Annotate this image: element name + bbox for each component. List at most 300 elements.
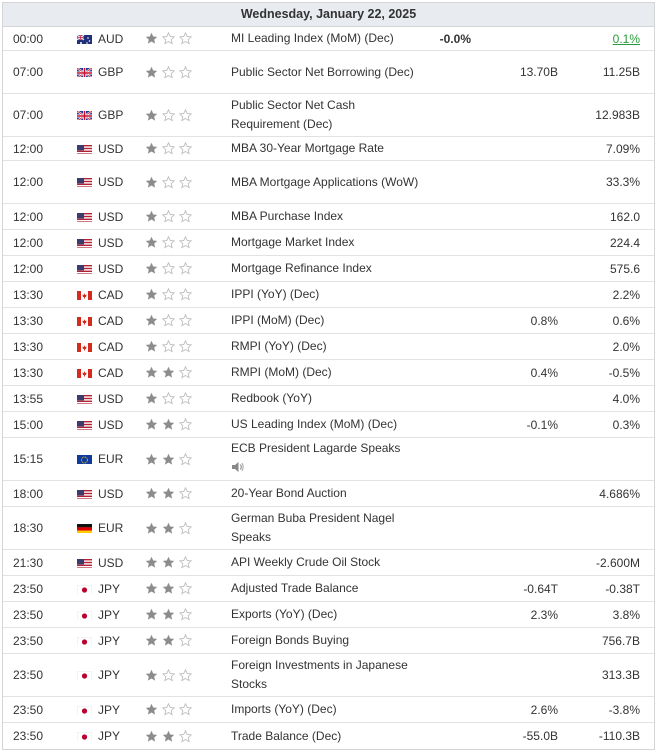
- importance-rating: [139, 109, 231, 122]
- previous-value-text: 11.25B: [602, 65, 640, 79]
- japan-flag-icon: [77, 584, 92, 594]
- event-row[interactable]: [3, 550, 654, 576]
- star-filled-icon: [145, 669, 158, 682]
- event-row[interactable]: [3, 308, 654, 334]
- star-empty-icon: [179, 669, 192, 682]
- importance-rating: [139, 582, 231, 595]
- star-empty-icon: [162, 392, 175, 405]
- canada-flag-icon: [77, 368, 92, 378]
- event-row[interactable]: [3, 334, 654, 360]
- previous-value-text: 313.3B: [601, 668, 640, 682]
- star-filled-icon: [162, 453, 175, 466]
- previous-value: [558, 392, 640, 406]
- previous-value-text: 224.4: [609, 235, 640, 250]
- event-cell[interactable]: [231, 63, 423, 82]
- event-name[interactable]: Foreign Investments in Japanese Stocks: [231, 658, 408, 691]
- previous-value: [558, 210, 640, 224]
- forecast-value: -55.0B: [522, 729, 558, 743]
- previous-value-text: 575.6: [609, 261, 640, 276]
- event-time: 12:00: [13, 235, 44, 250]
- event-row[interactable]: [3, 507, 654, 550]
- previous-value: [558, 668, 640, 682]
- star-empty-icon: [162, 109, 175, 122]
- star-empty-icon: [179, 109, 192, 122]
- event-row[interactable]: [3, 628, 654, 654]
- currency-cell: [77, 236, 139, 250]
- currency-cell: [77, 521, 139, 535]
- event-time: 23:50: [13, 729, 44, 743]
- japan-flag-icon: [77, 705, 92, 715]
- star-empty-icon: [179, 288, 192, 301]
- currency-cell: [77, 366, 139, 380]
- uk-flag-icon: [77, 110, 92, 120]
- currency-cell: [77, 288, 139, 302]
- star-filled-icon: [145, 340, 158, 353]
- currency-code: EUR: [98, 521, 124, 535]
- previous-value: [558, 703, 640, 717]
- event-cell[interactable]: [231, 139, 423, 158]
- event-name[interactable]: MBA Purchase Index: [231, 209, 344, 223]
- event-cell[interactable]: [231, 207, 423, 226]
- currency-code: JPY: [98, 729, 121, 743]
- star-empty-icon: [179, 730, 192, 743]
- currency-code: USD: [98, 417, 124, 432]
- event-time: 13:30: [13, 365, 44, 380]
- currency-code: USD: [98, 235, 124, 250]
- event-time: 23:50: [13, 633, 44, 648]
- event-row[interactable]: [3, 27, 654, 51]
- currency-cell: [77, 634, 139, 648]
- event-list: [3, 27, 654, 749]
- event-time: 23:50: [13, 581, 44, 596]
- star-filled-icon: [162, 730, 175, 743]
- event-row[interactable]: [3, 230, 654, 256]
- importance-rating: [139, 730, 231, 743]
- currency-cell: [77, 668, 139, 682]
- event-name[interactable]: MBA 30-Year Mortgage Rate: [231, 141, 384, 155]
- event-row[interactable]: [3, 161, 654, 204]
- event-name[interactable]: Mortgage Refinance Index: [231, 261, 372, 275]
- currency-cell: [77, 703, 139, 717]
- currency-code: GBP: [98, 65, 124, 79]
- forecast-value: 0.8%: [530, 313, 558, 328]
- event-time: 13:30: [13, 287, 44, 302]
- event-row[interactable]: [3, 386, 654, 412]
- currency-code: USD: [98, 261, 124, 276]
- star-filled-icon: [145, 634, 158, 647]
- forecast-value: 2.3%: [530, 607, 558, 622]
- event-cell[interactable]: [231, 259, 423, 278]
- currency-code: CAD: [98, 313, 124, 328]
- currency-code: JPY: [98, 581, 121, 596]
- previous-value-text: 3.8%: [612, 607, 640, 622]
- event-cell[interactable]: [231, 96, 423, 134]
- event-row[interactable]: [3, 256, 654, 282]
- star-empty-icon: [162, 262, 175, 275]
- event-name[interactable]: MI Leading Index (MoM) (Dec): [231, 31, 394, 45]
- previous-value-text: -3.8%: [608, 702, 640, 717]
- canada-flag-icon: [77, 290, 92, 300]
- star-empty-icon: [162, 340, 175, 353]
- currency-code: JPY: [98, 668, 121, 682]
- event-cell[interactable]: [231, 311, 423, 330]
- event-cell[interactable]: [231, 727, 423, 746]
- star-filled-icon: [145, 418, 158, 431]
- star-filled-icon: [145, 522, 158, 535]
- importance-rating: [139, 703, 231, 716]
- event-row[interactable]: [3, 51, 654, 94]
- star-empty-icon: [179, 487, 192, 500]
- star-filled-icon: [162, 582, 175, 595]
- event-cell[interactable]: [231, 656, 423, 694]
- event-cell[interactable]: [231, 285, 423, 304]
- importance-rating: [139, 142, 231, 155]
- japan-flag-icon: [77, 731, 92, 741]
- previous-value-text: 0.1%: [612, 31, 640, 46]
- currency-code: CAD: [98, 339, 124, 354]
- eu-flag-icon: [77, 454, 92, 464]
- star-filled-icon: [162, 418, 175, 431]
- japan-flag-icon: [77, 670, 92, 680]
- currency-cell: [77, 340, 139, 354]
- previous-value-text: 4.686%: [599, 486, 640, 501]
- star-empty-icon: [162, 32, 175, 45]
- star-filled-icon: [145, 236, 158, 249]
- currency-cell: [77, 418, 139, 432]
- event-row[interactable]: [3, 697, 654, 723]
- event-cell[interactable]: [231, 700, 423, 719]
- event-name[interactable]: German Buba President Nagel Speaks: [231, 511, 395, 544]
- event-name[interactable]: US Leading Index (MoM) (Dec): [231, 417, 398, 431]
- event-time: 07:00: [13, 65, 44, 79]
- canada-flag-icon: [77, 342, 92, 352]
- event-name[interactable]: Exports (YoY) (Dec): [231, 607, 338, 621]
- previous-value: [558, 366, 640, 380]
- previous-value: [558, 340, 640, 354]
- event-time: 13:55: [13, 391, 44, 406]
- currency-cell: [77, 210, 139, 224]
- actual-value: -0.0%: [439, 31, 471, 46]
- currency-code: JPY: [98, 607, 121, 622]
- previous-value-text: -0.5%: [608, 365, 640, 380]
- star-empty-icon: [179, 608, 192, 621]
- star-filled-icon: [145, 453, 158, 466]
- currency-cell: [77, 608, 139, 622]
- previous-value: [558, 175, 640, 189]
- star-empty-icon: [162, 703, 175, 716]
- importance-rating: [139, 210, 231, 223]
- star-filled-icon: [145, 703, 158, 716]
- star-filled-icon: [145, 392, 158, 405]
- currency-cell: [77, 65, 139, 79]
- event-row[interactable]: [3, 412, 654, 438]
- currency-cell: [77, 487, 139, 501]
- event-row[interactable]: [3, 360, 654, 386]
- star-empty-icon: [162, 176, 175, 189]
- previous-value-text: 162.0: [609, 209, 640, 224]
- currency-cell: [77, 392, 139, 406]
- importance-rating: [139, 608, 231, 621]
- previous-value: [558, 418, 640, 432]
- us-flag-icon: [77, 144, 92, 154]
- previous-value: [558, 288, 640, 302]
- star-filled-icon: [145, 109, 158, 122]
- importance-rating: [139, 669, 231, 682]
- currency-cell: [77, 582, 139, 596]
- event-name[interactable]: IPPI (YoY) (Dec): [231, 287, 320, 301]
- event-cell[interactable]: [231, 605, 423, 624]
- event-row[interactable]: [3, 481, 654, 507]
- event-row[interactable]: [3, 576, 654, 602]
- star-empty-icon: [162, 236, 175, 249]
- star-empty-icon: [179, 453, 192, 466]
- star-empty-icon: [162, 142, 175, 155]
- star-filled-icon: [145, 176, 158, 189]
- star-empty-icon: [179, 210, 192, 223]
- canada-flag-icon: [77, 316, 92, 326]
- star-empty-icon: [179, 556, 192, 569]
- event-row[interactable]: [3, 602, 654, 628]
- event-name[interactable]: Imports (YoY) (Dec): [231, 702, 337, 716]
- event-cell[interactable]: [231, 233, 423, 252]
- event-name[interactable]: RMPI (MoM) (Dec): [231, 365, 332, 379]
- event-time: 23:50: [13, 607, 44, 622]
- event-time: 13:30: [13, 313, 44, 328]
- star-filled-icon: [145, 487, 158, 500]
- us-flag-icon: [77, 394, 92, 404]
- previous-value: [558, 108, 640, 122]
- event-cell[interactable]: [231, 439, 423, 479]
- importance-rating: [139, 487, 231, 500]
- star-empty-icon: [179, 66, 192, 79]
- previous-value: [558, 608, 640, 622]
- previous-value-text: 756.7B: [601, 633, 640, 648]
- uk-flag-icon: [77, 67, 92, 77]
- star-empty-icon: [179, 634, 192, 647]
- currency-cell: [77, 556, 139, 570]
- previous-value-text: -0.38T: [605, 581, 640, 596]
- importance-rating: [139, 288, 231, 301]
- currency-code: GBP: [98, 108, 124, 122]
- currency-cell: [77, 262, 139, 276]
- star-filled-icon: [145, 66, 158, 79]
- currency-code: USD: [98, 175, 124, 189]
- previous-value: [558, 556, 640, 570]
- japan-flag-icon: [77, 610, 92, 620]
- previous-value: [558, 65, 640, 79]
- event-row[interactable]: [3, 654, 654, 697]
- event-time: 12:00: [13, 209, 44, 224]
- event-name[interactable]: MBA Mortgage Applications (WoW): [231, 174, 419, 189]
- event-time: 23:50: [13, 668, 44, 682]
- importance-rating: [139, 66, 231, 79]
- event-name[interactable]: Public Sector Net Cash Requirement (Dec): [231, 98, 356, 131]
- event-name[interactable]: RMPI (YoY) (Dec): [231, 339, 327, 353]
- star-empty-icon: [179, 262, 192, 275]
- previous-value-text: 0.3%: [612, 417, 640, 432]
- event-cell[interactable]: [231, 29, 423, 48]
- previous-value-text: 2.0%: [612, 339, 640, 354]
- event-cell[interactable]: [231, 631, 423, 650]
- event-time: 15:15: [13, 452, 44, 466]
- importance-rating: [139, 522, 231, 535]
- speaker-icon[interactable]: [231, 460, 423, 479]
- star-empty-icon: [179, 582, 192, 595]
- star-empty-icon: [162, 210, 175, 223]
- economic-calendar: [2, 2, 655, 750]
- currency-code: JPY: [98, 633, 121, 648]
- event-row[interactable]: [3, 204, 654, 230]
- currency-code: USD: [98, 141, 124, 156]
- event-name[interactable]: IPPI (MoM) (Dec): [231, 313, 325, 327]
- event-cell[interactable]: [231, 509, 423, 547]
- previous-value-text: 33.3%: [605, 175, 640, 189]
- previous-value-text: -110.3B: [598, 729, 640, 743]
- importance-rating: [139, 453, 231, 466]
- importance-rating: [139, 634, 231, 647]
- previous-value-text: 7.09%: [605, 141, 640, 156]
- currency-code: EUR: [98, 452, 124, 466]
- us-flag-icon: [77, 264, 92, 274]
- importance-rating: [139, 392, 231, 405]
- star-empty-icon: [179, 176, 192, 189]
- star-filled-icon: [162, 556, 175, 569]
- forecast-value: -0.1%: [526, 417, 558, 432]
- star-empty-icon: [162, 66, 175, 79]
- star-filled-icon: [145, 142, 158, 155]
- currency-cell: [77, 729, 139, 743]
- star-empty-icon: [179, 522, 192, 535]
- star-filled-icon: [145, 32, 158, 45]
- event-cell[interactable]: [231, 579, 423, 598]
- previous-value: [558, 314, 640, 328]
- currency-code: USD: [98, 486, 124, 501]
- event-name[interactable]: ECB President Lagarde Speaks: [231, 441, 401, 455]
- importance-rating: [139, 32, 231, 45]
- australia-flag-icon: [77, 34, 92, 44]
- us-flag-icon: [77, 558, 92, 568]
- importance-rating: [139, 366, 231, 379]
- forecast-value: -0.64T: [523, 581, 558, 596]
- us-flag-icon: [77, 489, 92, 499]
- currency-cell: [77, 142, 139, 156]
- event-row[interactable]: [3, 438, 654, 481]
- previous-value-text: 4.0%: [612, 391, 640, 406]
- star-empty-icon: [162, 669, 175, 682]
- event-row[interactable]: [3, 282, 654, 308]
- event-cell[interactable]: [231, 363, 423, 382]
- previous-value: [558, 487, 640, 501]
- forecast-value: 0.4%: [530, 365, 558, 380]
- star-empty-icon: [179, 418, 192, 431]
- currency-code: CAD: [98, 287, 124, 302]
- previous-value: [558, 236, 640, 250]
- previous-value: [558, 729, 640, 743]
- star-empty-icon: [179, 392, 192, 405]
- event-cell[interactable]: [231, 337, 423, 356]
- star-empty-icon: [179, 142, 192, 155]
- event-name[interactable]: Public Sector Net Borrowing (Dec): [231, 64, 414, 79]
- previous-value-text: -2.600M: [595, 555, 640, 570]
- importance-rating: [139, 176, 231, 189]
- event-time: 00:00: [13, 31, 44, 46]
- importance-rating: [139, 236, 231, 249]
- event-row[interactable]: [3, 723, 654, 749]
- event-time: 21:30: [13, 555, 44, 570]
- event-cell[interactable]: [231, 415, 423, 434]
- currency-code: CAD: [98, 365, 124, 380]
- event-row[interactable]: [3, 137, 654, 161]
- event-name[interactable]: Mortgage Market Index: [231, 235, 355, 249]
- event-time: 18:30: [13, 521, 44, 535]
- star-filled-icon: [145, 210, 158, 223]
- event-time: 23:50: [13, 702, 44, 717]
- previous-value: [558, 634, 640, 648]
- importance-rating: [139, 418, 231, 431]
- star-empty-icon: [162, 314, 175, 327]
- previous-value-text: 0.6%: [612, 313, 640, 328]
- event-cell[interactable]: [231, 553, 423, 572]
- star-empty-icon: [179, 340, 192, 353]
- currency-code: USD: [98, 209, 124, 224]
- event-cell[interactable]: [231, 484, 423, 503]
- us-flag-icon: [77, 420, 92, 430]
- star-filled-icon: [145, 730, 158, 743]
- forecast-value: 2.6%: [530, 702, 558, 717]
- importance-rating: [139, 340, 231, 353]
- forecast-value: 13.70B: [519, 65, 558, 79]
- event-time: 13:30: [13, 339, 44, 354]
- star-filled-icon: [145, 582, 158, 595]
- event-time: 18:00: [13, 486, 44, 501]
- star-empty-icon: [162, 288, 175, 301]
- currency-cell: [77, 32, 139, 46]
- germany-flag-icon: [77, 523, 92, 533]
- star-filled-icon: [145, 262, 158, 275]
- star-filled-icon: [145, 366, 158, 379]
- event-name[interactable]: Redbook (YoY): [231, 391, 312, 405]
- previous-value: [558, 32, 640, 46]
- star-filled-icon: [145, 556, 158, 569]
- us-flag-icon: [77, 238, 92, 248]
- event-name[interactable]: API Weekly Crude Oil Stock: [231, 555, 381, 569]
- star-filled-icon: [145, 314, 158, 327]
- currency-code: JPY: [98, 702, 121, 717]
- event-name[interactable]: Foreign Bonds Buying: [231, 633, 350, 647]
- us-flag-icon: [77, 177, 92, 187]
- event-time: 07:00: [13, 108, 44, 122]
- event-cell[interactable]: [231, 173, 423, 192]
- star-empty-icon: [179, 366, 192, 379]
- star-empty-icon: [179, 32, 192, 45]
- event-name[interactable]: Trade Balance (Dec): [231, 728, 342, 743]
- event-row[interactable]: [3, 94, 654, 137]
- event-name[interactable]: Adjusted Trade Balance: [231, 581, 359, 595]
- star-filled-icon: [162, 634, 175, 647]
- event-time: 12:00: [13, 175, 44, 189]
- currency-code: USD: [98, 391, 124, 406]
- event-name[interactable]: 20-Year Bond Auction: [231, 486, 347, 500]
- previous-value: [558, 582, 640, 596]
- event-time: 12:00: [13, 141, 44, 156]
- currency-cell: [77, 452, 139, 466]
- event-time: 12:00: [13, 261, 44, 276]
- star-filled-icon: [162, 608, 175, 621]
- event-cell[interactable]: [231, 389, 423, 408]
- star-empty-icon: [179, 703, 192, 716]
- previous-value: [558, 262, 640, 276]
- importance-rating: [139, 556, 231, 569]
